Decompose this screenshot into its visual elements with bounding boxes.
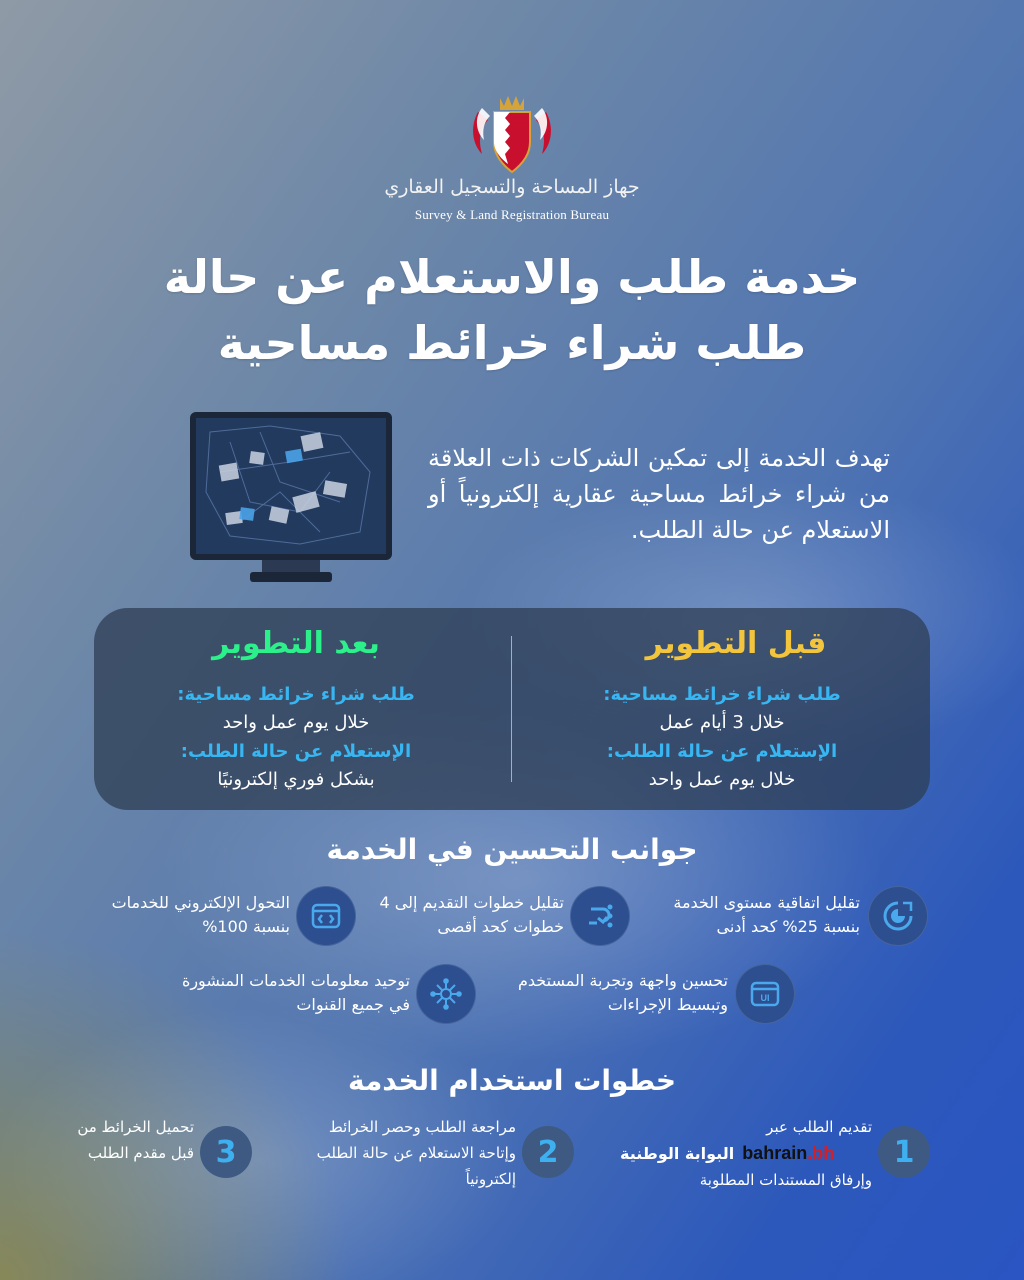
monitor-map-icon (190, 412, 392, 588)
step-2-description: مراجعة الطلب وحصر الخرائط وإتاحة الاستعلام عن حالة الطلب إلكترونياً (316, 1118, 516, 1188)
improvement-steps: تقليل خطوات التقديم إلى 4 خطوات كحد أقصى (379, 893, 564, 936)
improvement-unified-info: توحيد معلومات الخدمات المنشورة في جميع القنوات (181, 971, 410, 1014)
comparison-divider (511, 636, 512, 782)
bureau-name-arabic: جهاز المساحة والتسجيل العقاري (384, 176, 640, 198)
step-1-line1: تقديم الطلب عبر (766, 1118, 872, 1136)
after-item2-label: الإستعلام عن حالة الطلب: (180, 741, 412, 762)
before-development-heading: قبل التطوير (645, 626, 827, 661)
after-item2-value: بشكل فوري إلكترونيًا (217, 769, 375, 790)
national-portal-name: البوابة الوطنية (620, 1144, 735, 1163)
after-development-heading: بعد التطوير (212, 626, 380, 661)
step-3-description: تحميل الخرائط من قبل مقدم الطلب (77, 1118, 194, 1162)
bureau-emblem-icon (470, 92, 554, 178)
clock-speed-icon (868, 886, 928, 946)
page-title-line-1: خدمة طلب والاستعلام عن حالة (163, 250, 861, 304)
improvement-ux: تحسين واجهة وتجربة المستخدم وتبسيط الإجراءات (517, 971, 728, 1014)
before-item1-label: طلب شراء خرائط مساحية: (603, 684, 841, 705)
steps-flow-icon (570, 886, 630, 946)
portal-domain (742, 1140, 834, 1166)
national-portal-link[interactable] (620, 1140, 872, 1167)
svg-text:UI: UI (760, 993, 770, 1003)
ui-window-icon (735, 964, 795, 1024)
before-item2-label: الإستعلام عن حالة الطلب: (606, 741, 838, 762)
usage-steps-heading: خطوات استخدام الخدمة (347, 1064, 677, 1097)
code-window-icon (296, 886, 356, 946)
portal-domain-main: bahrain (742, 1143, 808, 1163)
before-item2-value: خلال يوم عمل واحد (648, 769, 796, 790)
page-title-line-2: طلب شراء خرائط مساحية (217, 316, 807, 370)
step-1-number: 1 (878, 1126, 930, 1178)
bureau-name-english: Survey & Land Registration Bureau (414, 207, 610, 222)
improvement-sla: تقليل اتفاقية مستوى الخدمة بنسبة 25% كحد أدنى (673, 893, 860, 936)
portal-domain-tld: .bh (807, 1143, 835, 1163)
before-item1-value: خلال 3 أيام عمل (659, 712, 785, 733)
network-hub-icon (416, 964, 476, 1024)
improvements-heading: جوانب التحسين في الخدمة (326, 833, 698, 866)
after-item1-label: طلب شراء خرائط مساحية: (177, 684, 415, 705)
step-3-number: 3 (200, 1126, 252, 1178)
step-2-number: 2 (522, 1126, 574, 1178)
service-description: تهدف الخدمة إلى تمكين الشركات ذات العلاقة من شراء خرائط مساحية عقارية إلكترونياً أو الاستعلام عن حالة الطلب. (428, 444, 890, 544)
step-1-description (620, 1114, 872, 1193)
step-1-line3: وإرفاق المستندات المطلوبة (699, 1171, 872, 1189)
after-item1-value: خلال يوم عمل واحد (222, 712, 370, 733)
improvement-digital: التحول الإلكتروني للخدمات بنسبة 100% (111, 893, 290, 936)
